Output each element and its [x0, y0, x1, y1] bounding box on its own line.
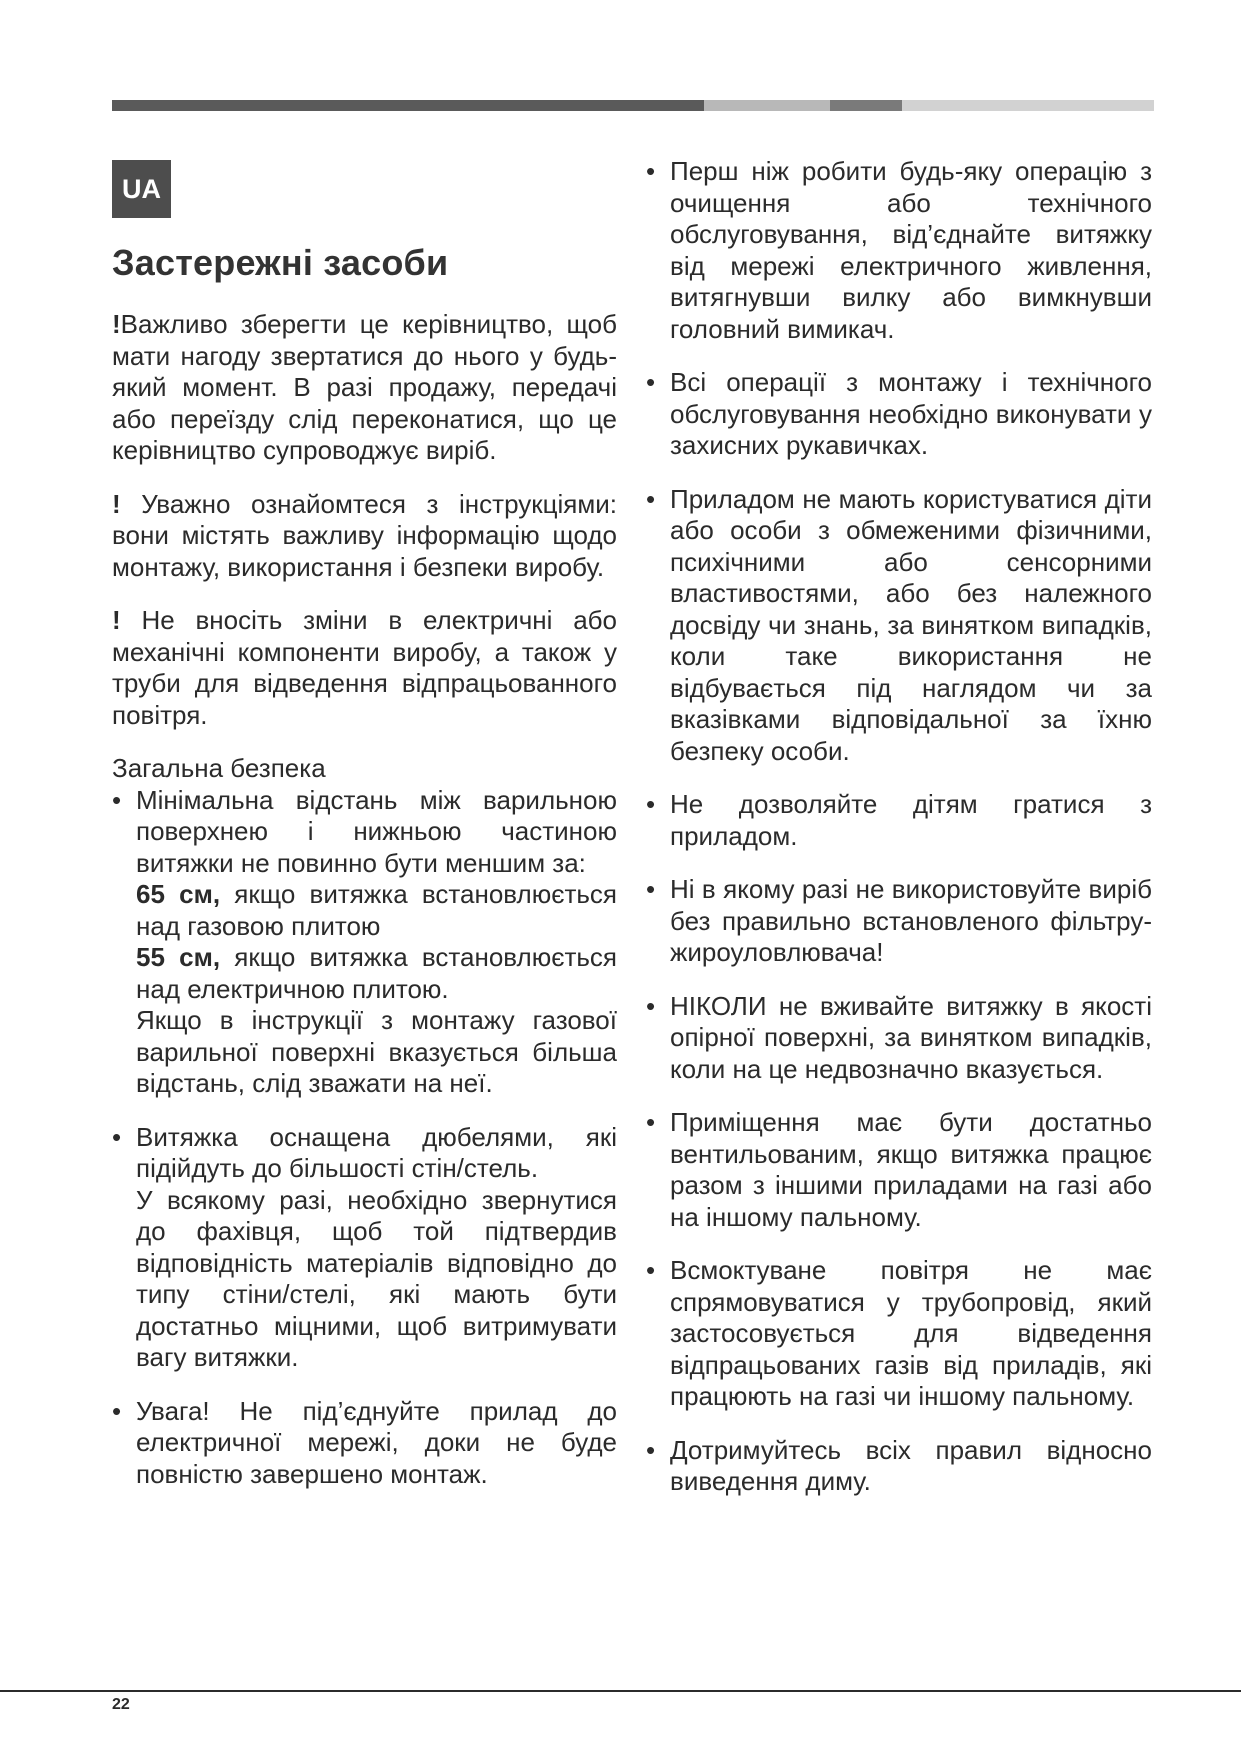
- list-item: • Витяжка оснащена дюбелями, які підійдуть до більшості стін/стель. У всякому разі, необхідно звернутися до фахівця, щоб той підтвердив відповідність матеріалів відповідно до типу стіни/стелі, які мають бути достатньо міцними, щоб витримувати вагу витяжки.: [112, 1121, 617, 1372]
- color-bar-segment: [704, 100, 830, 111]
- bullet-icon: •: [646, 1434, 656, 1465]
- bullet-icon: •: [646, 367, 656, 397]
- page-number: 22: [112, 1696, 130, 1713]
- list-item: • Всмоктуване повітря не має спрямовуватися у трубопровід, який застосовується для відведення відпрацьованих газів від приладів, які працюють на газі чи іншому пальному.: [646, 1255, 1152, 1411]
- list-item: • Не дозволяйте дітям гратися з приладом.: [646, 789, 1152, 851]
- color-bar-segment: [830, 100, 902, 111]
- color-bar-segment: [902, 100, 1154, 111]
- warning-icon: !: [112, 488, 121, 519]
- distance-value: 65 см,: [136, 879, 221, 909]
- safety-list: [646, 156, 1152, 1498]
- list-item: • Перш ніж робити будь-яку операцію з очищення або технічного обслуговування, від’єднайте витяжку від мережі електричного живлення, витягнувши вилку або вимкнувши головний вимикач.: [646, 156, 1152, 344]
- warning-paragraph: ! Не вносіть зміни в електричні або механічні компоненти виробу, а також у труби для відведення відпрацьованного повітря.: [112, 605, 617, 730]
- list-item: • Приладом не мають користуватися діти або особи з обмеженими фізичними, психічними або сенсорними властивостями, або без належного досвіду чи знань, за винятком випадків, коли таке використання не відбувається під наглядом чи за вказівками відповідальної за їхню безпеку особи.: [646, 483, 1152, 766]
- list-item: • Ні в якому разі не використовуйте виріб без правильно встановленого фільтру-жироуловлювача!: [646, 874, 1152, 967]
- footer-rule: [0, 1690, 1241, 1692]
- list-item: • Всі операції з монтажу і технічного обслуговування необхідно виконувати у захисних рукавичках.: [646, 367, 1152, 460]
- bullet-icon: •: [112, 1395, 122, 1426]
- color-bar-segment: [112, 100, 704, 111]
- language-badge: UA: [112, 160, 171, 218]
- left-column: [112, 309, 617, 1512]
- section-heading: Загальна безпека: [112, 753, 326, 783]
- bullet-icon: •: [646, 1107, 656, 1137]
- bullet-icon: •: [646, 874, 656, 904]
- bullet-icon: •: [646, 483, 656, 514]
- distance-value: 55 см,: [136, 942, 221, 972]
- bullet-icon: •: [646, 156, 656, 186]
- list-item: • НІКОЛИ не вживайте витяжку в якості опірної поверхні, за винятком випадків, коли на це недвозначно вказується.: [646, 990, 1152, 1084]
- right-column: [646, 156, 1152, 1520]
- bullet-icon: •: [112, 1121, 122, 1152]
- warning-paragraph: ! Уважно ознайомтеся з інструкціями: вони містять важливу інформацію щодо монтажу, використання і безпеки виробу.: [112, 488, 617, 582]
- list-item: • Приміщення має бути достатньо вентильованим, якщо витяжка працює разом з іншими приладами на газі або на іншому пальному.: [646, 1107, 1152, 1232]
- safety-list: [112, 785, 617, 1491]
- warning-paragraph: !Важливо зберегти це керівництво, щоб мати нагоду звертатися до нього у будь-який момент. В разі продажу, передачі або переїзду слід переконатися, що це керівництво супроводжує виріб.: [112, 309, 617, 465]
- warning-icon: !: [112, 605, 121, 635]
- list-item: • Мінімальна відстань між варильною поверхнею і нижньою частиною витяжки не повинно бути меншим за: 65 см, якщо витяжка встановлюється над газовою плитою 55 см, якщо витяжка встановлюється над електричною плитою. Якщо в інструкції з монтажу газової варильної поверхні вказується більша відстань, слід зважати на неї.: [112, 784, 617, 1098]
- bullet-icon: •: [646, 789, 656, 819]
- list-item: • Увага! Не під’єднуйте прилад до електричної мережі, доки не буде повністю завершено монтаж.: [112, 1395, 617, 1489]
- warning-icon: !: [112, 309, 121, 339]
- bullet-icon: •: [112, 784, 122, 815]
- page-title: Застережні засоби: [112, 242, 449, 283]
- bullet-icon: •: [646, 1255, 656, 1285]
- header-color-bar: [112, 100, 1154, 111]
- bullet-icon: •: [646, 990, 656, 1021]
- list-item: • Дотримуйтесь всіх правил відносно виведення диму.: [646, 1434, 1152, 1496]
